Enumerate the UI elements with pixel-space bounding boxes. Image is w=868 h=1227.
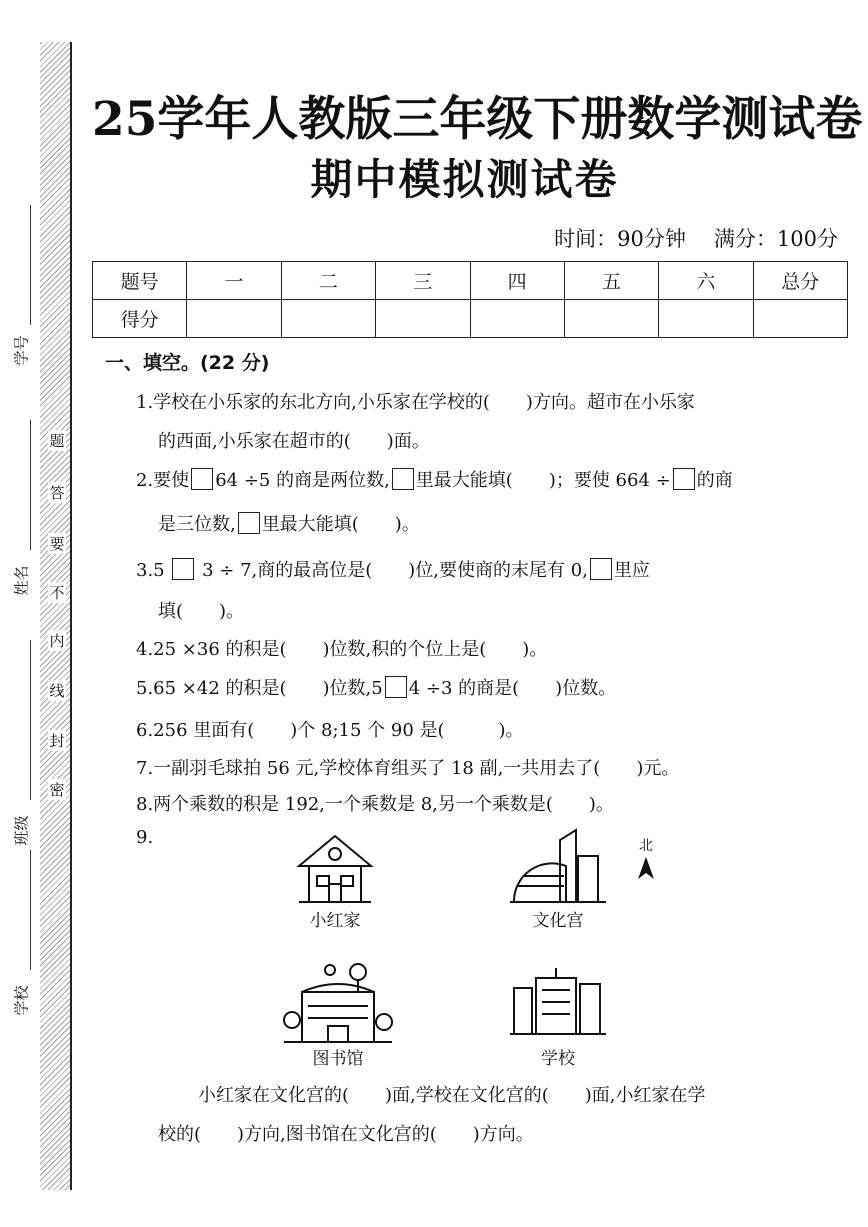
student-id-label: 学号 [12, 335, 31, 366]
table-cell: 六 [659, 262, 753, 300]
place-label-cultural-palace: 文化宫 [532, 911, 584, 931]
table-cell: 一 [187, 262, 281, 300]
student-id-line [30, 205, 31, 325]
score-input-cell[interactable] [659, 300, 753, 338]
question-text: 里应 [613, 560, 650, 581]
place-label-school: 学校 [541, 1049, 575, 1069]
seal-char: 密 [49, 781, 65, 799]
name-line [30, 420, 31, 550]
table-cell: 得分 [93, 300, 187, 338]
school-line [30, 850, 31, 970]
question-text: 5.65 ×42 的积是( )位数,5 [136, 678, 383, 699]
table-cell: 总分 [753, 262, 847, 300]
north-indicator [633, 835, 659, 885]
question-9-line-1: 小红家在文化宫的( )面,学校在文化宫的( )面,小红家在学 [198, 1085, 706, 1106]
exam-meta [554, 223, 838, 253]
answer-box[interactable] [673, 468, 695, 490]
question-1-line-2: 的西面,小乐家在超市的( )面。 [158, 431, 430, 452]
seal-char: 题 [49, 432, 65, 450]
answer-box[interactable] [392, 468, 414, 490]
table-cell: 五 [564, 262, 658, 300]
question-3-line-1 [136, 556, 650, 582]
score-input-cell[interactable] [187, 300, 281, 338]
seal-char: 答 [49, 484, 65, 502]
question-text: 64 ÷5 的商是两位数, [215, 470, 390, 491]
question-1-line-1: 1.学校在小乐家的东北方向,小乐家在学校的( )方向。超市在小乐家 [136, 392, 695, 413]
score-input-cell[interactable] [470, 300, 564, 338]
seal-char: 线 [49, 682, 65, 700]
class-label: 班级 [12, 815, 31, 846]
score-input-cell[interactable] [564, 300, 658, 338]
table-cell: 四 [470, 262, 564, 300]
answer-box[interactable] [385, 676, 407, 698]
table-cell: 三 [376, 262, 470, 300]
question-4: 4.25 ×36 的积是( )位数,积的个位上是( )。 [136, 639, 548, 660]
answer-box[interactable] [590, 558, 612, 580]
question-text: 4 ÷3 的商是( )位数。 [408, 678, 617, 699]
score-input-cell[interactable] [753, 300, 847, 338]
time-label: 时间：90分钟 [554, 227, 686, 251]
full-score-label: 满分：100分 [713, 227, 838, 251]
question-9-number: 9. [136, 827, 154, 848]
name-label: 姓名 [12, 565, 31, 596]
question-text: 的商 [696, 470, 733, 491]
question-8: 8.两个乘数的积是 192,一个乘数是 8,另一个乘数是( )。 [136, 794, 614, 815]
question-9-line-2: 校的( )方向,图书馆在文化宫的( )方向。 [158, 1124, 534, 1145]
question-text: 里最大能填( )。 [261, 514, 420, 535]
question-7: 7.一副羽毛球拍 56 元,学校体育组买了 18 副,一共用去了( )元。 [136, 758, 680, 779]
house-icon [295, 832, 375, 906]
answer-box[interactable] [172, 558, 194, 580]
binding-margin [40, 42, 72, 1190]
question-text: 里最大能填( )；要使 664 ÷ [415, 470, 671, 491]
question-text: 3.5 [136, 560, 165, 581]
question-text: 2.要使 [136, 470, 190, 491]
cultural-palace-icon [508, 826, 608, 906]
question-2-line-2 [158, 510, 420, 536]
place-label-library: 图书馆 [312, 1049, 364, 1069]
seal-char: 不 [49, 584, 65, 602]
question-6: 6.256 里面有( )个 8;15 个 90 是( )。 [136, 720, 524, 741]
question-5 [136, 674, 616, 700]
answer-box[interactable] [238, 512, 260, 534]
question-text: 3 ÷ 7,商的最高位是( )位,要使商的末尾有 0, [202, 560, 588, 581]
class-line [30, 640, 31, 800]
question-2-line-1 [136, 466, 733, 492]
table-cell: 二 [281, 262, 375, 300]
margin-line [70, 42, 72, 1190]
exam-subtitle: 期中模拟测试卷 [310, 155, 619, 204]
question-text: 是三位数, [158, 514, 236, 535]
school-label: 学校 [12, 985, 31, 1016]
library-icon [282, 962, 394, 1046]
table-row [93, 300, 848, 338]
table-cell: 题号 [93, 262, 187, 300]
score-table [92, 261, 848, 338]
school-icon [510, 966, 606, 1040]
table-row [93, 262, 848, 300]
north-arrow-icon [636, 855, 656, 881]
answer-box[interactable] [191, 468, 213, 490]
seal-char: 要 [49, 535, 65, 553]
question-3-line-2: 填( )。 [158, 601, 245, 622]
seal-char: 封 [49, 732, 65, 750]
section-heading: 一、填空。(22 分) [105, 352, 270, 374]
score-input-cell[interactable] [281, 300, 375, 338]
exam-title: 25学年人教版三年级下册数学测试卷 [92, 92, 863, 147]
seal-char: 内 [49, 632, 65, 650]
score-input-cell[interactable] [376, 300, 470, 338]
north-label: 北 [639, 838, 653, 854]
place-label-home: 小红家 [309, 911, 361, 931]
margin-hatch [40, 42, 70, 1190]
